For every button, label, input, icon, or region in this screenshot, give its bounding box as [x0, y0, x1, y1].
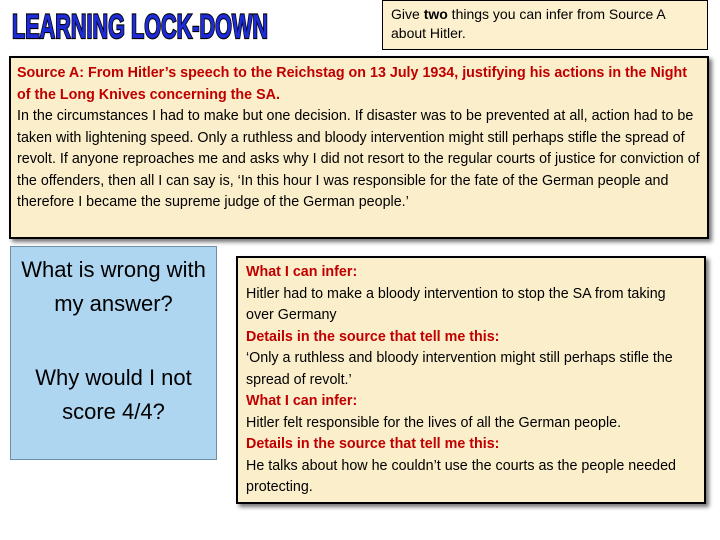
- details-text-2: He talks about how he couldn’t use the courts as the people needed protecting.: [246, 457, 676, 495]
- source-body: In the circumstances I had to make but one decision. If disaster was to be prevented at all, action had to be taken with lightening speed. Only a ruthless and bloody intervention might still perhaps stifle the spread of revolt. If anyone reproaches me and asks why I did not resort to the regular courts of justice for conviction of the offenders, then all I can say is, ‘In this hour I was responsible for the fate of the German people and therefore I became the supreme judge of the German people.’: [17, 108, 700, 210]
- details-heading-2: Details in the source that tell me this:: [246, 436, 500, 452]
- task-prompt-box: [382, 0, 708, 50]
- infer-heading-2: What I can infer:: [246, 393, 358, 409]
- task-prefix: Give: [391, 6, 424, 22]
- source-title: Source A: From Hitler’s speech to the Reichstag on 13 July 1934, justifying his actions in the Night of the Long Knives concerning the SA.: [17, 65, 687, 103]
- sample-answer-box: [236, 256, 706, 504]
- infer-text-2: Hitler felt responsible for the lives of all the German people.: [246, 414, 622, 431]
- learning-lockdown-logo: [10, 4, 272, 46]
- details-heading-1: Details in the source that tell me this:: [246, 328, 500, 345]
- source-a-box: [9, 56, 709, 239]
- question-why-not-full-marks: Why would I not score 4/4?: [35, 365, 192, 424]
- reflection-questions-box: [10, 246, 217, 460]
- task-emphasis: two: [423, 6, 448, 22]
- logo-text: LEARNING LOCK-DOWN: [12, 8, 268, 46]
- question-what-is-wrong: What is wrong with my answer?: [21, 257, 206, 316]
- infer-heading-1: What I can infer:: [246, 264, 358, 280]
- details-text-1: ‘Only a ruthless and bloody intervention might still perhaps stifle the spread of revolt.’: [246, 350, 673, 388]
- task-suffix: things you can infer from Source A about Hitler.: [391, 6, 665, 41]
- infer-text-1: Hitler had to make a bloody intervention to stop the SA from taking over Germany: [246, 285, 666, 323]
